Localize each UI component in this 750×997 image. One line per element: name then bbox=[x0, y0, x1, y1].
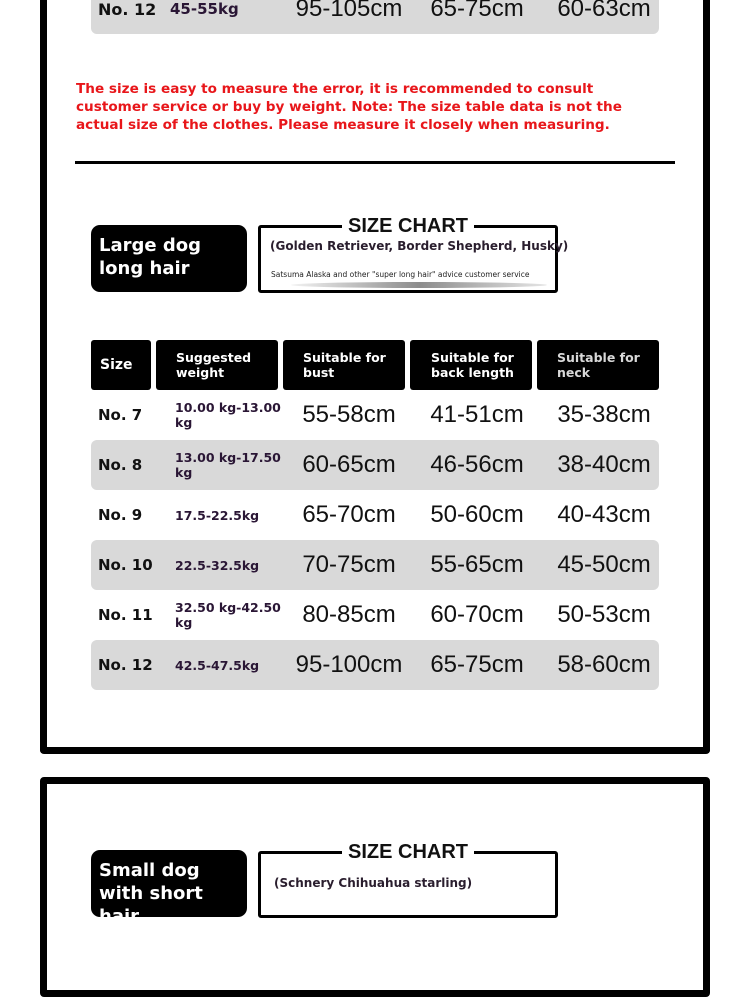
weight-cell: 32.50 kg-42.50 kg bbox=[175, 600, 281, 630]
measurement-notice: The size is easy to measure the error, it is recommended to consult customer service or buy by weight. Note: The size table data is not the actual size of the clothes. Please measure it closely when measuring. bbox=[76, 81, 622, 133]
header-back-length: Suitable for back length bbox=[410, 340, 532, 390]
size-chart-box bbox=[258, 841, 558, 918]
bust-cell: 80-85cm bbox=[302, 601, 396, 628]
breeds-text: (Golden Retriever, Border Shepherd, Husky) bbox=[270, 239, 569, 253]
weight-cell: 42.5-47.5kg bbox=[175, 657, 260, 673]
size-chart-box bbox=[258, 215, 569, 293]
back-length-cell: 41-51cm bbox=[430, 401, 524, 428]
neck-cell: 50-53cm bbox=[557, 601, 651, 628]
bust-cell: 70-75cm bbox=[302, 551, 396, 578]
size-cell: No. 7 bbox=[98, 406, 143, 424]
header-bust: Suitable for bust bbox=[283, 340, 405, 390]
neck-cell: 60-63cm bbox=[557, 0, 651, 22]
back-length-cell: 46-56cm bbox=[430, 451, 524, 478]
table-row bbox=[91, 440, 659, 490]
bust-cell: 65-70cm bbox=[302, 501, 396, 528]
size-chart-title: SIZE CHART bbox=[342, 841, 474, 864]
header-weight: Suggested weight bbox=[156, 340, 278, 390]
size-cell: No. 12 bbox=[98, 0, 157, 19]
weight-cell: 10.00 kg-13.00 kg bbox=[175, 400, 281, 430]
chart-note: Satsuma Alaska and other "super long hair" advice customer service bbox=[271, 270, 530, 279]
weight-cell: 17.5-22.5kg bbox=[175, 507, 260, 523]
header-neck: Suitable for neck bbox=[537, 340, 659, 390]
breeds-text: (Schnery Chihuahua starling) bbox=[274, 876, 473, 890]
neck-cell: 40-43cm bbox=[557, 501, 651, 528]
weight-cell: 13.00 kg-17.50 kg bbox=[175, 450, 281, 480]
table-row bbox=[91, 0, 659, 34]
size-cell: No. 9 bbox=[98, 506, 143, 524]
back-length-cell: 65-75cm bbox=[430, 651, 524, 678]
back-length-cell: 60-70cm bbox=[430, 601, 524, 628]
neck-cell: 45-50cm bbox=[557, 551, 651, 578]
size-chart-title: SIZE CHART bbox=[342, 215, 474, 238]
bust-cell: 55-58cm bbox=[302, 401, 396, 428]
table-row bbox=[91, 390, 659, 440]
neck-cell: 35-38cm bbox=[557, 401, 651, 428]
size-cell: No. 10 bbox=[98, 556, 153, 574]
weight-cell: 45-55kg bbox=[170, 0, 239, 18]
size-cell: No. 11 bbox=[98, 606, 153, 624]
header-size: Size bbox=[91, 340, 151, 390]
bust-cell: 95-100cm bbox=[295, 651, 403, 678]
neck-cell: 58-60cm bbox=[557, 651, 651, 678]
back-length-cell: 50-60cm bbox=[430, 501, 524, 528]
bust-cell: 60-65cm bbox=[302, 451, 396, 478]
section-divider bbox=[75, 161, 675, 164]
decorative-shadow bbox=[291, 282, 547, 288]
size-cell: No. 8 bbox=[98, 456, 143, 474]
table-row bbox=[91, 540, 659, 590]
neck-cell: 38-40cm bbox=[557, 451, 651, 478]
size-cell: No. 12 bbox=[98, 656, 153, 674]
small-dog-badge: Small dog with short hair bbox=[91, 850, 247, 917]
table-row bbox=[91, 590, 659, 640]
back-length-cell: 55-65cm bbox=[430, 551, 524, 578]
table-row bbox=[91, 490, 659, 540]
table-row bbox=[91, 640, 659, 690]
back-length-cell: 65-75cm bbox=[430, 0, 524, 22]
weight-cell: 22.5-32.5kg bbox=[175, 557, 260, 573]
large-dog-badge: Large dog long hair bbox=[91, 225, 247, 292]
bust-cell: 95-105cm bbox=[295, 0, 403, 22]
